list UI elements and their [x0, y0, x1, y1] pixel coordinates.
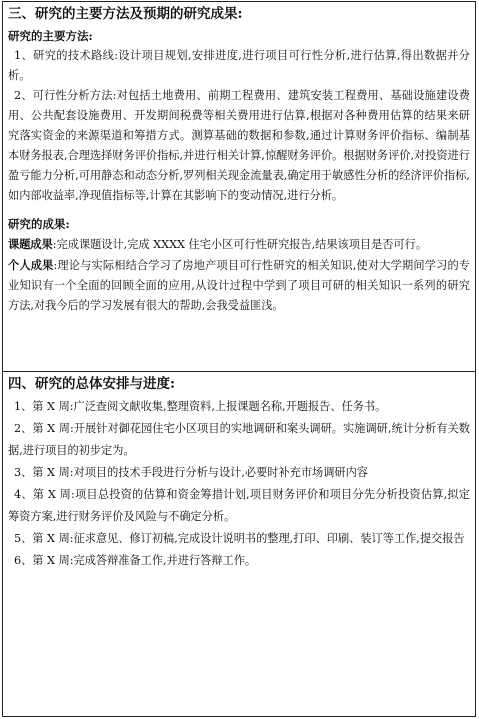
section3-heading: 三、研究的主要方法及预期的研究成果: [8, 6, 243, 22]
section-schedule [3, 372, 475, 716]
personal-result [8, 255, 470, 316]
schedule-item: 6、第 X 周:完成答辩准备工作,并进行答辩工作。 [14, 554, 257, 567]
proposal-page [2, 1, 476, 717]
results-heading: 研究的成果: [8, 217, 70, 231]
method-feasibility-analysis: 2、可行性分析方法:对包括土地费用、前期工程费用、建筑安装工程费用、基础设施建设费用、公共配套设施费用、开发期间税费等相关费用进行估算,根据对各种费用估算的结果来研究落实资金的来源渠道和筹措方式。测算基础的数据和参数,通过计算财务评价指标、编制基本财务报表,合理选择财务评价指标,并进行相关计算,惊醒财务评价。根据财务评价,对投资进行盈亏能力分析,可用静态和动态分析,罗列相关现金流量表,确定用于敏感性分析的经济评价指标,如内部收益率,净现值指标等,计算在其影响下的变动情况,进行分析。 [8, 89, 470, 202]
schedule-item: 1、第 X 周:广泛查阅文献收集,整理资料,上报课题名称,开题报告、任务书。 [14, 400, 387, 413]
schedule-item: 5、第 X 周:征求意见、修订初稿,完成设计说明书的整理,打印、印刷、装订等工作,提交报告 [14, 532, 465, 545]
topic-result-text: :完成课题设计,完成 XXXX 住宅小区可行性研究报告,结果该项目是否可行。 [52, 238, 428, 251]
topic-result-label: 课题成果 [8, 237, 53, 251]
section4-heading: 四、研究的总体安排与进度: [8, 376, 175, 392]
method-technical-route: 1、研究的技术路线:设计项目规划,安排进度,进行项目可行性分析,进行估算,得出数据并分析。 [8, 49, 470, 82]
schedule-item: 2、第 X 周:开展针对御花园住宅小区项目的实地调研和案头调研。实施调研,统计分析有关数据,进行项目的初步定为。 [8, 422, 470, 457]
personal-result-text: :理论与实际相结合学习了房地产项目可行性研究的相关知识,使对大学期间学习的专业知识有一个全面的回顾全面的应用,从设计过程中学到了项目可研的相关知识一系列的研究方法,对我今后的学习发展有很大的帮助,会我受益匪浅。 [8, 259, 470, 312]
schedule-item: 4、第 X 周:项目总投资的估算和资金筹措计划,项目财务评价和项目分先分析投资估算,拟定筹资方案,进行财务评价及风险与不确定分析。 [8, 488, 470, 523]
methods-heading: 研究的主要方法: [8, 29, 93, 43]
section-methods-results [3, 2, 475, 372]
topic-result [8, 234, 470, 255]
personal-result-label: 个人成果 [8, 258, 54, 272]
schedule-item: 3、第 X 周:对项目的技术手段进行分析与设计,必要时补充市场调研内容 [14, 466, 368, 479]
